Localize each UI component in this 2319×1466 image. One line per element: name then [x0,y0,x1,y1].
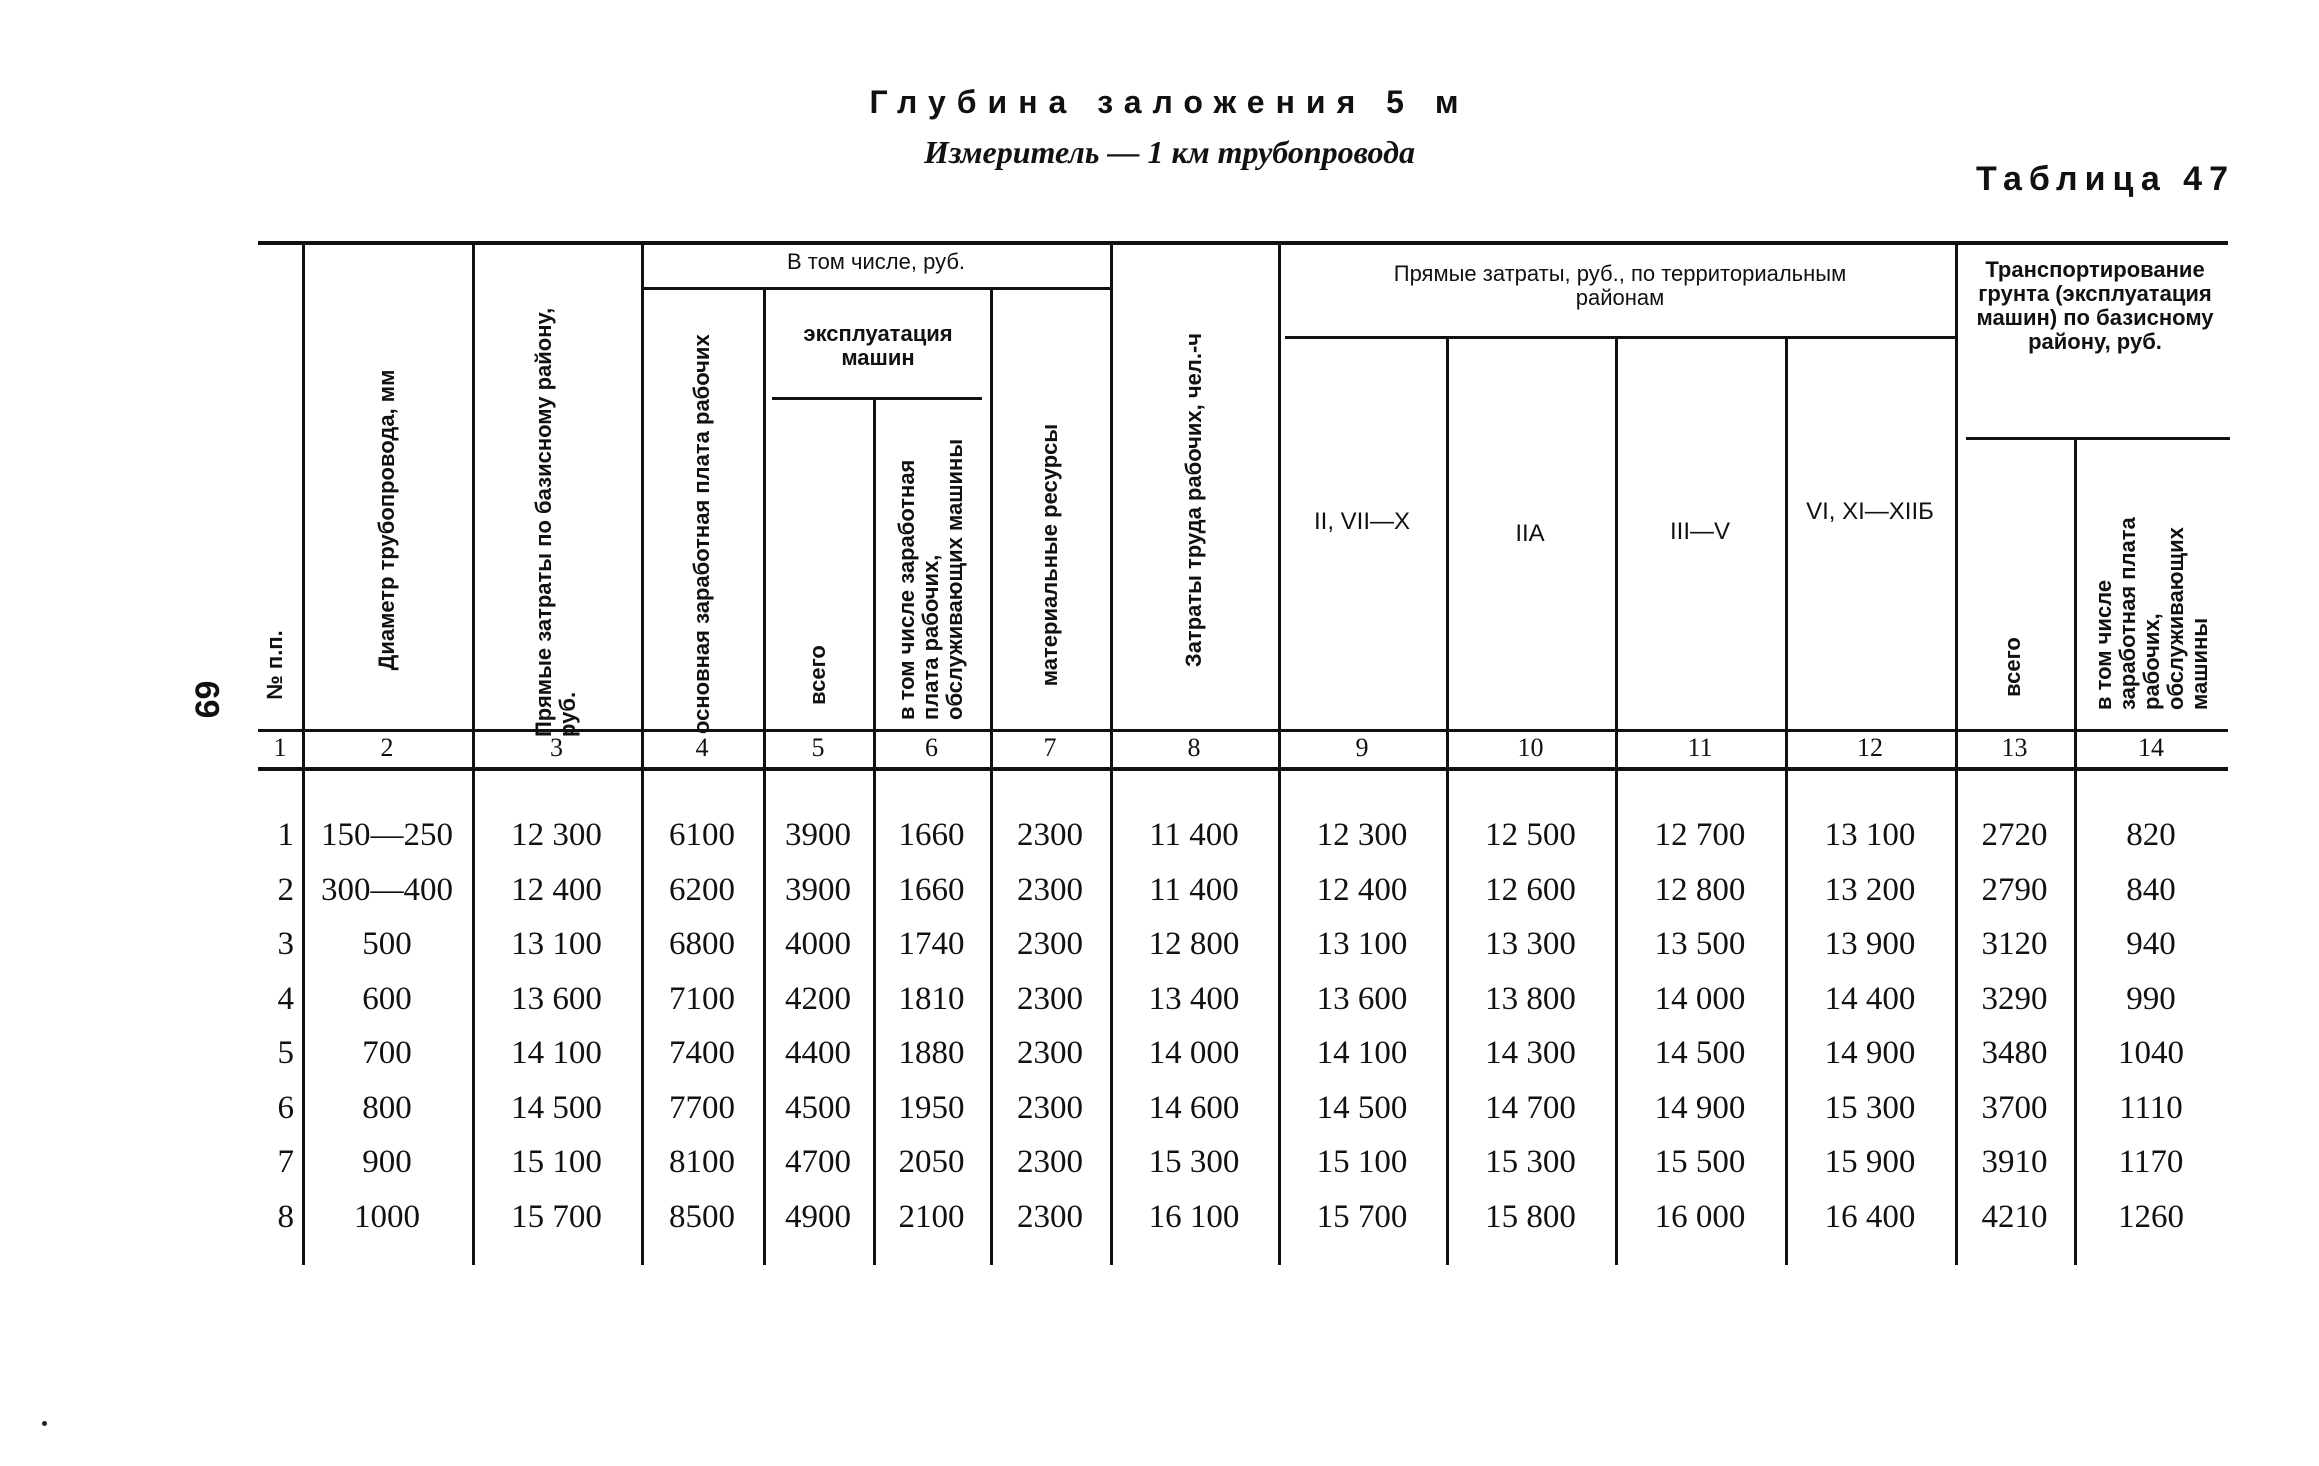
table-cell: 14 500 [511,1089,602,1126]
table-cell: 13 100 [1824,817,1916,853]
table-cell: 4900 [785,1198,851,1235]
column-number-10: 10 [1517,733,1544,762]
table-cell: 700 [362,1035,412,1071]
table-cell: 1260 [2118,1198,2184,1235]
table-cell: 12 800 [1654,871,1746,908]
table-cell: 14 500 [1654,1035,1746,1071]
table-cell: 13 100 [1316,926,1408,962]
table-cell: 1040 [2118,1035,2184,1071]
table-cell: 3900 [785,871,851,908]
table-cell: 12 300 [1316,817,1408,853]
table-cell: 800 [362,1089,412,1126]
header-col-9: II, VII—X [1313,508,1411,535]
table-cell: 8100 [669,1144,735,1180]
column-number-2: 2 [380,733,394,762]
table-cell: 15 300 [1148,1144,1240,1180]
column-number-7: 7 [1043,733,1057,762]
table-cell: 13 400 [1148,980,1240,1017]
row-number: 3 [277,926,294,962]
table-cell: 4400 [785,1035,851,1071]
table-cell: 12 600 [1485,871,1576,908]
table-cell: 15 700 [511,1198,602,1235]
table-cell: 7700 [669,1089,735,1126]
stray-dot [42,1421,47,1426]
table-cell: 12 700 [1654,817,1746,853]
page-number: 69 [187,680,226,719]
table-cell: 11 400 [1149,817,1239,853]
table-cell: 14 000 [1654,980,1746,1017]
table-cell: 6100 [669,817,735,853]
table-cell: 2300 [1017,1035,1083,1071]
header-col-13: всего [2000,637,2025,697]
column-number-4: 4 [695,733,709,762]
table-cell: 12 800 [1148,926,1240,962]
table-cell: 14 900 [1654,1089,1746,1126]
column-number-14: 14 [2138,733,2164,762]
table-cell: 12 400 [511,871,602,908]
table-cell: 15 900 [1824,1144,1916,1180]
table-cell: 3910 [1981,1144,2048,1180]
table-cell: 13 500 [1654,926,1746,962]
table-cell: 300—400 [321,871,453,908]
rule-group-regions [1285,336,1955,339]
header-group-regions: Прямые затраты, руб., по территориальным районам [1393,261,1847,310]
table-cell: 14 900 [1824,1035,1916,1071]
table-cell: 14 000 [1148,1035,1240,1071]
table-cell: 6800 [669,926,735,962]
table-cell: 16 400 [1824,1198,1916,1235]
table-cell: 2300 [1017,1089,1083,1126]
table-cell: 15 500 [1654,1144,1746,1180]
table-cell: 16 000 [1654,1198,1746,1235]
header-col-6: в том числе заработная плата рабочих, обслуживающих машины [894,438,967,720]
table-cell: 11 400 [1149,871,1239,908]
row-number: 4 [277,980,294,1017]
table-cell: 3900 [785,817,851,853]
header-group-machines: эксплуатация машин [803,321,953,370]
table-cell: 15 800 [1485,1198,1576,1235]
header-col-5: всего [805,645,830,705]
table-cell: 14 700 [1485,1089,1576,1126]
table-cell: 600 [362,980,412,1017]
table-cell: 1810 [898,980,965,1017]
table-cell: 13 600 [511,980,602,1017]
table-cell: 15 300 [1485,1144,1576,1180]
table-cell: 14 600 [1148,1089,1240,1126]
row-number: 2 [277,871,294,908]
table-title: Глубина заложения 5 м [869,84,1470,120]
table-cell: 820 [2126,817,2176,853]
table-cell: 2300 [1017,926,1083,962]
table-cell: 12 300 [511,817,602,853]
table-cell: 150—250 [321,817,453,853]
table-cell: 1880 [898,1035,965,1071]
table-cell: 2790 [1981,871,2048,908]
table-subtitle: Измеритель — 1 км трубопровода [924,134,1415,170]
row-number: 1 [277,817,294,853]
table-cell: 15 100 [1316,1144,1408,1180]
table-cell: 900 [362,1144,412,1180]
table-cell: 15 300 [1824,1089,1916,1126]
table-cell: 13 600 [1316,980,1408,1017]
table-cell: 8500 [669,1198,735,1235]
header-group-incl: В том числе, руб. [786,249,966,274]
table-cell: 1000 [354,1198,420,1235]
rule-group-machines [772,397,982,400]
column-number-1: 1 [273,733,287,762]
header-col-12: VI, XI—XIIБ [1806,498,1934,525]
table-cell: 1740 [898,926,965,962]
table-cell: 13 300 [1485,926,1576,962]
header-col-4: основная заработная плата рабочих [689,334,714,734]
table-cell: 3480 [1981,1035,2048,1071]
table-cell: 13 800 [1485,980,1576,1017]
table-cell: 1110 [2119,1089,2183,1126]
column-number-5: 5 [811,733,825,762]
header-col-14: в том числе заработная плата рабочих, обслуживающих машины [2091,517,2212,710]
table-cell: 1170 [2118,1144,2184,1180]
row-number: 5 [277,1035,294,1071]
table-cell: 2300 [1017,980,1083,1017]
table-cell: 15 100 [511,1144,602,1180]
header-col-8: Затраты труда рабочих, чел.-ч [1181,332,1206,668]
table-cell: 840 [2126,871,2176,908]
header-col-10: IIА [1515,520,1545,547]
table-cell: 500 [362,926,412,962]
table-cell: 1660 [898,817,965,853]
table-cell: 2300 [1017,817,1083,853]
table-cell: 2300 [1017,871,1083,908]
table-cell: 12 400 [1316,871,1408,908]
table-cell: 940 [2126,926,2176,962]
table-cell: 4000 [785,926,851,962]
column-number-6: 6 [925,733,938,762]
rule-group-incl [642,287,1112,290]
table-cell: 14 300 [1485,1035,1576,1071]
table-cell: 3120 [1981,926,2048,962]
table-cell: 1660 [898,871,965,908]
table-cell: 2100 [898,1198,965,1235]
table-cell: 2300 [1017,1198,1083,1235]
column-number-8: 8 [1187,733,1201,762]
row-number: 8 [277,1198,294,1235]
header-col-1: № п.п. [262,630,287,700]
table-cell: 2720 [1981,817,2048,853]
table-cell: 6200 [669,871,735,908]
table-cell: 4210 [1981,1198,2048,1235]
table-cell: 2300 [1017,1144,1083,1180]
table-number-label: Таблица 47 [1976,160,2235,198]
table-cell: 12 500 [1485,817,1576,853]
table-cell: 14 500 [1316,1089,1408,1126]
rule-top [258,241,2228,245]
table-cell: 2050 [898,1144,965,1180]
table-cell: 4500 [785,1089,851,1126]
table-cell: 14 100 [1316,1035,1408,1071]
row-number: 6 [277,1089,294,1126]
column-number-13: 13 [2001,733,2028,762]
table-cell: 13 200 [1824,871,1916,908]
table-cell: 7400 [669,1035,735,1071]
table-cell: 13 900 [1824,926,1916,962]
column-number-3: 3 [550,733,563,762]
header-group-transport: Транспортирование грунта (эксплуатация машин) по базисному району, руб. [1976,257,2214,354]
column-number-9: 9 [1355,733,1369,762]
header-col-2: Диаметр трубопровода, мм [374,369,399,671]
table-cell: 14 400 [1824,980,1916,1017]
table-cell: 3700 [1981,1089,2048,1126]
table-cell: 16 100 [1148,1198,1240,1235]
rule-header-bottom [258,767,2228,771]
table-cell: 15 700 [1316,1198,1408,1235]
column-number-11: 11 [1687,733,1713,762]
table-cell: 990 [2126,980,2176,1017]
table-cell: 1950 [898,1089,965,1126]
header-col-7: материальные ресурсы [1037,423,1062,687]
table-cell: 4200 [785,980,851,1017]
row-number: 7 [277,1144,294,1180]
table-cell: 14 100 [511,1035,602,1071]
rule-group-transport [1966,437,2230,440]
header-col-11: III—V [1669,518,1730,545]
table-cell: 3290 [1981,980,2048,1017]
table-cell: 4700 [785,1144,851,1180]
table-cell: 7100 [669,980,735,1017]
column-number-12: 12 [1857,733,1883,762]
table-cell: 13 100 [511,926,602,962]
header-col-3: Прямые затраты по базисному району, руб. [531,307,580,737]
